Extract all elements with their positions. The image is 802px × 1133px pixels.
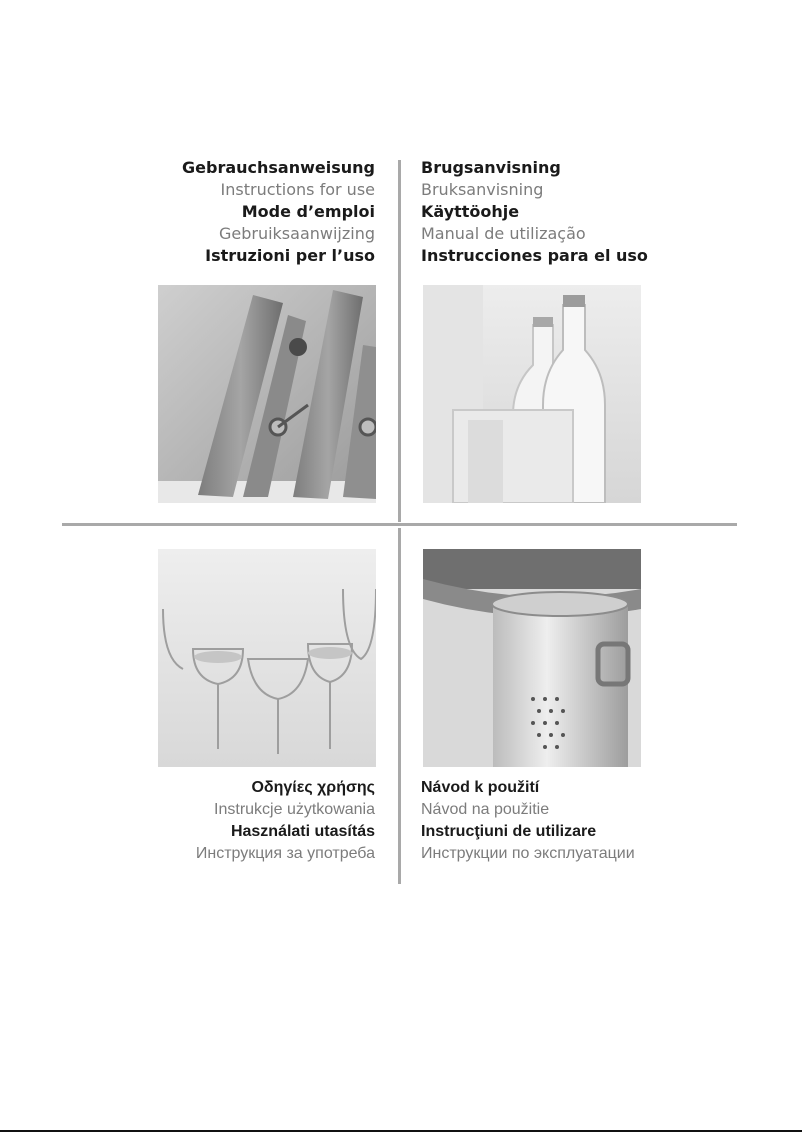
title-french: Mode d’emploi [241, 202, 375, 221]
title-danish: Brugsanvisning [421, 158, 561, 177]
title-slovak: Návod na použitie [421, 801, 550, 818]
title-hungarian: Használati utasítás [230, 823, 375, 840]
title-dutch: Gebruiksaanwijzing [218, 224, 375, 243]
title-list-top-left [182, 157, 375, 267]
milk-bottles-photo [423, 285, 641, 503]
title-portuguese: Manual de utilização [421, 224, 586, 243]
title-russian: Инструкции по эксплуатации [421, 845, 635, 862]
title-czech: Návod k použití [421, 779, 540, 796]
title-bulgarian: Инструкция за употреба [195, 845, 375, 862]
horizontal-divider [62, 523, 737, 526]
title-polish: Instrukcje użytkowania [214, 801, 375, 818]
title-german: Gebrauchsanweisung [182, 158, 375, 177]
vertical-divider-bottom [398, 528, 401, 884]
title-list-bottom-left [196, 777, 375, 865]
wine-glasses-photo [158, 549, 376, 767]
title-list-bottom-right [421, 777, 635, 865]
vertical-divider-top [398, 160, 401, 522]
pot-strainer-photo [423, 549, 641, 767]
title-finnish: Käyttöohje [421, 202, 520, 221]
title-greek: Οδηγίες χρήσης [251, 779, 375, 796]
title-list-top-right [421, 157, 648, 267]
title-spanish: Instrucciones para el uso [421, 246, 648, 265]
clothespins-photo [158, 285, 376, 503]
page-bottom-rule [0, 1130, 802, 1132]
title-swedish: Bruksanvisning [421, 180, 544, 199]
title-romanian: Instrucţiuni de utilizare [421, 823, 597, 840]
title-italian: Istruzioni per l’uso [205, 246, 375, 265]
title-english: Instructions for use [220, 180, 375, 199]
